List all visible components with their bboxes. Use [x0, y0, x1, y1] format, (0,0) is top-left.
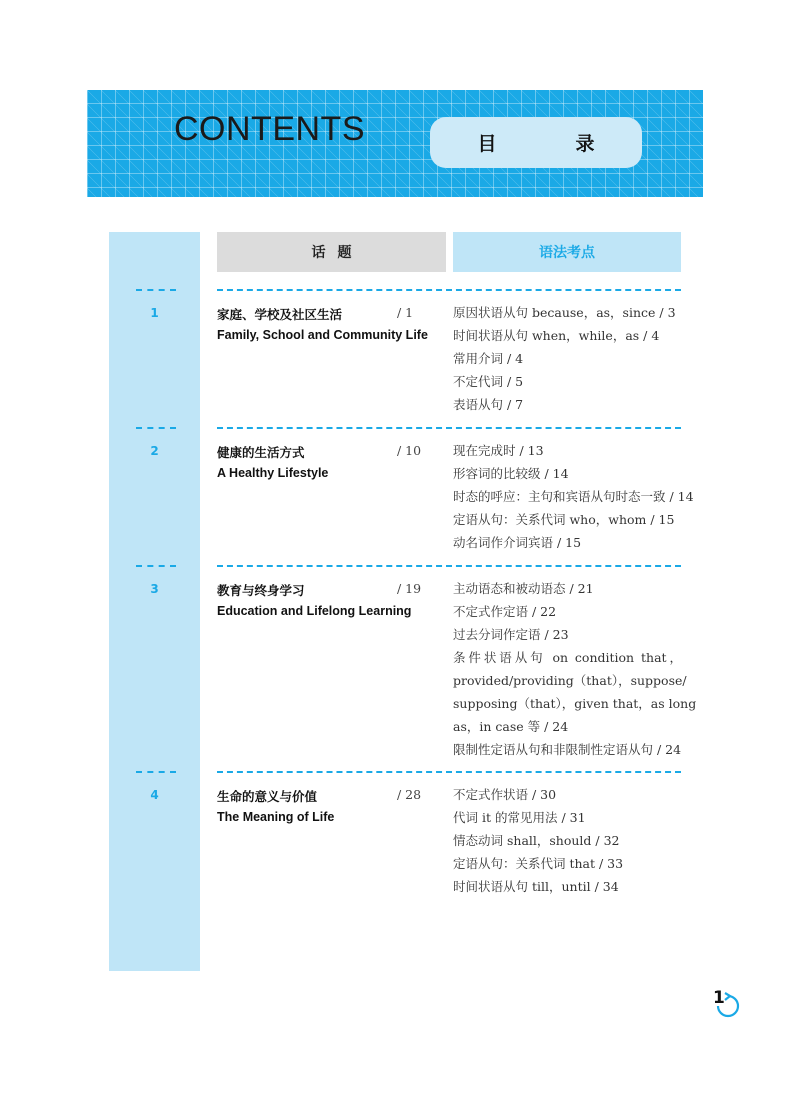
- grammar-item: 情态动词 shall，should / 32: [453, 833, 620, 848]
- topic-title-en: The Meaning of Life: [217, 810, 335, 824]
- grammar-item: 限制性定语从句和非限制性定语从句 / 24: [453, 742, 682, 757]
- banner-subtitle: 目 录: [430, 117, 642, 168]
- topic-title-zh: 家庭、学校及社区生活: [217, 307, 343, 322]
- topic-title-zh: 生命的意义与价值: [217, 789, 318, 804]
- grammar-item: 过去分词作定语 / 23: [453, 627, 569, 642]
- grammar-item: 时态的呼应：主句和宾语从句时态一致 / 14: [453, 489, 694, 504]
- unit-number: 4: [150, 788, 159, 802]
- topic-page-ref: / 28: [397, 787, 422, 802]
- topic-title-zh: 健康的生活方式: [217, 445, 305, 460]
- grammar-item: 时间状语从句 till，until / 34: [453, 879, 619, 894]
- grammar-item: 定语从句：关系代词 who，whom / 15: [453, 512, 675, 527]
- grammar-item: 代词 it 的常见用法 / 31: [453, 810, 586, 825]
- grammar-item: as，in case 等 / 24: [453, 719, 569, 734]
- grammar-item: supposing（that），given that，as long: [453, 696, 697, 711]
- grammar-item: 定语从句：关系代词 that / 33: [453, 856, 624, 871]
- grammar-item: 现在完成时 / 13: [453, 443, 544, 458]
- unit-number-rail: [109, 232, 200, 971]
- page-number: 1: [713, 988, 725, 1008]
- grammar-item: provided/providing（that），suppose/: [453, 673, 687, 688]
- grammar-item: 动名词作介词宾语 / 15: [453, 535, 582, 550]
- grammar-item: 形容词的比较级 / 14: [453, 466, 569, 481]
- topic-page-ref: / 19: [397, 581, 422, 596]
- topic-title-zh: 教育与终身学习: [217, 583, 305, 598]
- grammar-column-header: 语法考点: [453, 232, 681, 272]
- banner-title: CONTENTS: [174, 110, 365, 148]
- rail-divider: [136, 289, 176, 291]
- row-divider: [217, 289, 681, 291]
- rail-divider: [136, 565, 176, 567]
- row-divider: [217, 565, 681, 567]
- grammar-item: 不定式作定语 / 22: [453, 604, 557, 619]
- topic-title-en: Education and Lifelong Learning: [217, 604, 412, 618]
- rail-divider: [136, 427, 176, 429]
- topic-title-en: Family, School and Community Life: [217, 328, 428, 342]
- topic-column-header: 话题: [217, 232, 446, 272]
- row-divider: [217, 427, 681, 429]
- topic-page-ref: / 10: [397, 443, 422, 458]
- contents-banner: [87, 90, 703, 197]
- grammar-item: 时间状语从句 when，while，as / 4: [453, 328, 660, 343]
- grammar-item: 原因状语从句 because，as，since / 3: [453, 305, 676, 320]
- topic-page-ref: / 1: [397, 305, 414, 320]
- unit-number: 3: [150, 582, 159, 596]
- grammar-item: 不定式作状语 / 30: [453, 787, 557, 802]
- topic-title-en: A Healthy Lifestyle: [217, 466, 329, 480]
- grammar-item: 主动语态和被动语态 / 21: [453, 581, 594, 596]
- rail-divider: [136, 771, 176, 773]
- grammar-item: 表语从句 / 7: [453, 397, 524, 412]
- unit-number: 1: [150, 306, 159, 320]
- row-divider: [217, 771, 681, 773]
- grammar-item: 常用介词 / 4: [453, 351, 524, 366]
- unit-number: 2: [150, 444, 159, 458]
- grammar-item: 条件状语从句 on condition that，: [453, 650, 682, 665]
- grammar-item: 不定代词 / 5: [453, 374, 524, 389]
